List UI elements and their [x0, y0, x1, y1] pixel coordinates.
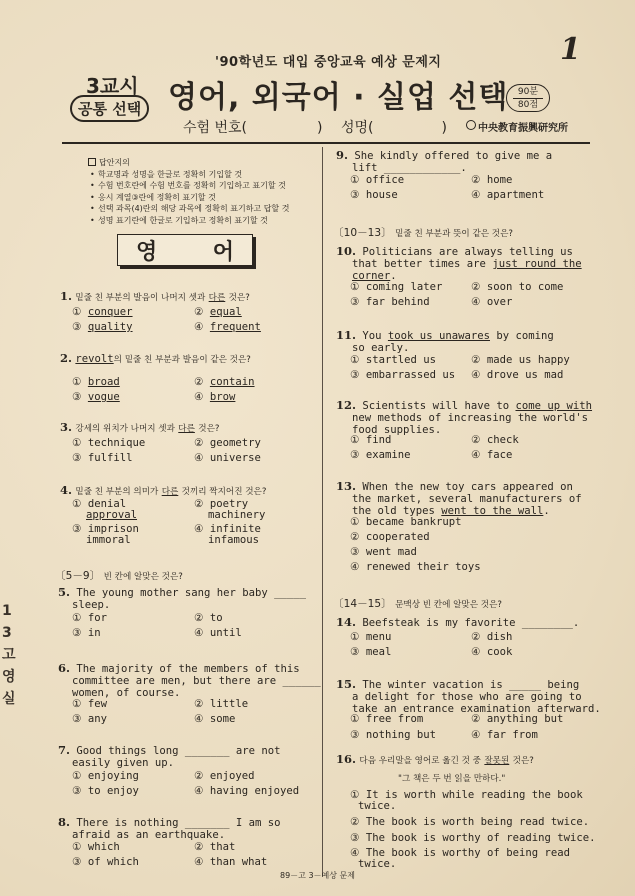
subject-char: 어: [212, 239, 234, 265]
q5-option-1[interactable]: ① for: [72, 612, 108, 624]
q14-option-4[interactable]: ④ cook: [471, 646, 513, 658]
q4-option-1[interactable]: ① denial approval: [72, 498, 138, 521]
exam-number-close: ): [317, 120, 323, 136]
q5-option-3[interactable]: ③ in: [72, 627, 101, 639]
q3-option-1[interactable]: ① technique: [72, 437, 146, 449]
q15-option-4[interactable]: ④ far from: [471, 729, 538, 741]
question-14-text: 14. Beefsteak is my favorite ________.: [336, 615, 580, 629]
q13-option-1[interactable]: ① became bankrupt: [350, 516, 462, 528]
q2-option-3[interactable]: ③ vogue: [72, 391, 120, 403]
page-footer: 89－고 3－예상 문제: [280, 871, 355, 880]
subject-english-box: [117, 234, 253, 266]
q6-option-3[interactable]: ③ any: [72, 713, 108, 725]
name-label: 성명(: [341, 120, 374, 136]
q1-option-4[interactable]: ④ frequent: [194, 321, 261, 333]
q11-option-2[interactable]: ② made us happy: [471, 354, 570, 366]
question-6-text: 6. The majority of the members of this committee are men, but there are ______ women, of course.: [58, 661, 321, 699]
question-5-text: 5. The young mother sang her baby _____ sleep.: [58, 585, 307, 611]
q10-option-4[interactable]: ④ over: [471, 296, 513, 308]
binding-edge-marks: 1 3 고 영 실: [2, 603, 16, 707]
question-2-prompt: 2. revolt의 밑줄 친 부분과 발음이 같은 것은?: [60, 351, 251, 365]
q5-option-2[interactable]: ② to: [194, 612, 223, 624]
q14-option-2[interactable]: ② dish: [471, 631, 513, 643]
header-rule: [62, 142, 590, 144]
q6-option-4[interactable]: ④ some: [194, 713, 236, 725]
session-label: 3교시: [86, 74, 139, 98]
q12-option-4[interactable]: ④ face: [471, 449, 513, 461]
q5-option-4[interactable]: ④ until: [194, 627, 242, 639]
question-1-prompt: 1. 밑줄 친 부분의 발음이 나머지 셋과 다른 것은?: [60, 289, 250, 303]
question-11-text: 11. You took us unawares by coming so early.: [336, 328, 554, 354]
q16-option-4[interactable]: ④ The book is worthy of being read twice.: [350, 847, 570, 870]
q15-option-2[interactable]: ② anything but: [471, 713, 564, 725]
q6-option-2[interactable]: ② little: [194, 698, 249, 710]
q8-option-4[interactable]: ④ than what: [194, 856, 268, 868]
exam-number-label: 수험 번호(: [183, 120, 248, 136]
q7-option-3[interactable]: ③ to enjoy: [72, 785, 139, 797]
section-10-13-heading: 〔10－13〕 밑줄 친 부분과 뜻이 같은 것은?: [333, 227, 513, 239]
q14-option-1[interactable]: ① menu: [350, 631, 392, 643]
q13-option-2[interactable]: ② cooperated: [350, 531, 430, 543]
time-score-badge: [506, 84, 550, 112]
q16-option-2[interactable]: ② The book is worth being read twice.: [350, 816, 590, 828]
subject-title: 영어, 외국어 · 실업 선택: [168, 80, 509, 115]
q11-option-4[interactable]: ④ drove us mad: [471, 369, 564, 381]
q14-option-3[interactable]: ③ meal: [350, 646, 392, 658]
name-close: ): [441, 120, 447, 136]
q7-option-2[interactable]: ② enjoyed: [194, 770, 255, 782]
q9-option-4[interactable]: ④ apartment: [471, 189, 545, 201]
publisher-name: 中央教育振興研究所: [478, 123, 568, 134]
instruction-item: • 성명 표기란에 한글로 기입하고 정확히 표기할 것: [88, 215, 289, 227]
time-value: 90분: [513, 86, 543, 99]
q2-option-1[interactable]: ① broad: [72, 376, 120, 388]
question-12-text: 12. Scientists will have to come up with new methods of increasing the world's food supplies.: [336, 398, 593, 436]
exam-title: '90학년도 대입 중앙교육 예상 문제지: [215, 55, 442, 70]
instruction-item: • 학교명과 성명을 한글로 정확히 기입할 것: [88, 169, 289, 181]
question-3-prompt: 3. 강세의 위치가 나머지 셋과 다른 것은?: [60, 420, 220, 434]
question-16-quote: "그 책은 두 번 읽을 만하다.": [398, 774, 506, 784]
score-value: 80점: [517, 100, 539, 110]
q8-option-1[interactable]: ① which: [72, 841, 120, 853]
instruction-item: • 응시 계열③란에 정확히 표기할 것: [88, 192, 289, 204]
q12-option-3[interactable]: ③ examine: [350, 449, 411, 461]
q13-option-4[interactable]: ④ renewed their toys: [350, 561, 481, 573]
question-13-text: 13. When the new toy cars appeared on the market, several manufacturers of the old types went to the wall.: [336, 479, 582, 517]
q12-option-2[interactable]: ② check: [471, 434, 519, 446]
q7-option-1[interactable]: ① enjoying: [72, 770, 139, 782]
q4-option-2[interactable]: ② poetry machinery: [194, 498, 266, 521]
q3-option-3[interactable]: ③ fulfill: [72, 452, 133, 464]
answer-sheet-instructions: [88, 157, 289, 227]
q10-option-1[interactable]: ① coming later: [350, 281, 443, 293]
q2-option-4[interactable]: ④ brow: [194, 391, 236, 403]
q15-option-3[interactable]: ③ nothing but: [350, 729, 437, 741]
q9-option-3[interactable]: ③ house: [350, 189, 398, 201]
section-14-15-heading: 〔14－15〕 문맥상 빈 칸에 알맞은 것은?: [333, 598, 502, 610]
q13-option-3[interactable]: ③ went mad: [350, 546, 417, 558]
q8-option-2[interactable]: ② that: [194, 841, 236, 853]
q11-option-1[interactable]: ① startled us: [350, 354, 437, 366]
question-15-text: 15. The winter vacation is _____ being a delight for those who are going to take an entrance examination afterward.: [336, 677, 601, 715]
question-9-text: 9. She kindly offered to give me a lift ____________.: [336, 148, 553, 174]
q8-option-3[interactable]: ③ of which: [72, 856, 139, 868]
q10-option-3[interactable]: ③ far behind: [350, 296, 430, 308]
subject-char: 영: [136, 239, 158, 265]
name-field: [341, 117, 447, 137]
q11-option-3[interactable]: ③ embarrassed us: [350, 369, 456, 381]
instructions-heading: 답안지의: [88, 157, 289, 169]
q10-option-2[interactable]: ② soon to come: [471, 281, 564, 293]
q1-option-3[interactable]: ③ quality: [72, 321, 133, 333]
q12-option-1[interactable]: ① find: [350, 434, 392, 446]
question-4-prompt: 4. 밑줄 친 부분의 의미가 다른 것끼리 짝지어진 것은?: [60, 483, 267, 497]
instruction-item: • 수험 번호란에 수험 번호를 정확히 기입하고 표기할 것: [88, 180, 289, 192]
common-selection-badge: 공통 선택: [70, 95, 149, 122]
q16-option-3[interactable]: ③ The book is worthy of reading twice.: [350, 832, 596, 844]
q2-option-2[interactable]: ② contain: [194, 376, 255, 388]
page-number: 1: [560, 32, 581, 67]
question-7-text: 7. Good things long _______ are not easily given up.: [58, 743, 281, 769]
q4-option-3[interactable]: ③ imprison immoral: [72, 523, 139, 546]
question-10-text: 10. Politicians are always telling us that better times are just round the corner.: [336, 244, 582, 282]
question-16-prompt: 16. 다음 우리말을 영어로 옮긴 것 중 잘못된 것은?: [336, 752, 534, 766]
q16-option-1[interactable]: ① It is worth while reading the book twice.: [350, 789, 583, 812]
section-5-9-heading: 〔5－9〕 빈 칸에 알맞은 것은?: [55, 570, 183, 582]
q7-option-4[interactable]: ④ having enjoyed: [194, 785, 300, 797]
q6-option-1[interactable]: ① few: [72, 698, 108, 710]
question-8-text: 8. There is nothing _______ I am so afraid as an earthquake.: [58, 815, 281, 841]
instruction-item: • 선택 과목(4)란의 해당 과목에 정확히 표기하고 답할 것: [88, 203, 289, 215]
q1-option-2[interactable]: ② equal: [194, 306, 242, 318]
column-divider: [322, 147, 323, 877]
exam-number-field: [183, 117, 322, 137]
q9-option-2[interactable]: ② home: [471, 174, 513, 186]
q4-option-4[interactable]: ④ infinite infamous: [194, 523, 261, 546]
q3-option-2[interactable]: ② geometry: [194, 437, 261, 449]
q3-option-4[interactable]: ④ universe: [194, 452, 261, 464]
publisher-logo-icon: [466, 120, 476, 130]
q9-option-1[interactable]: ① office: [350, 174, 405, 186]
q15-option-1[interactable]: ① free from: [350, 713, 424, 725]
q1-option-1[interactable]: ① conquer: [72, 306, 133, 318]
